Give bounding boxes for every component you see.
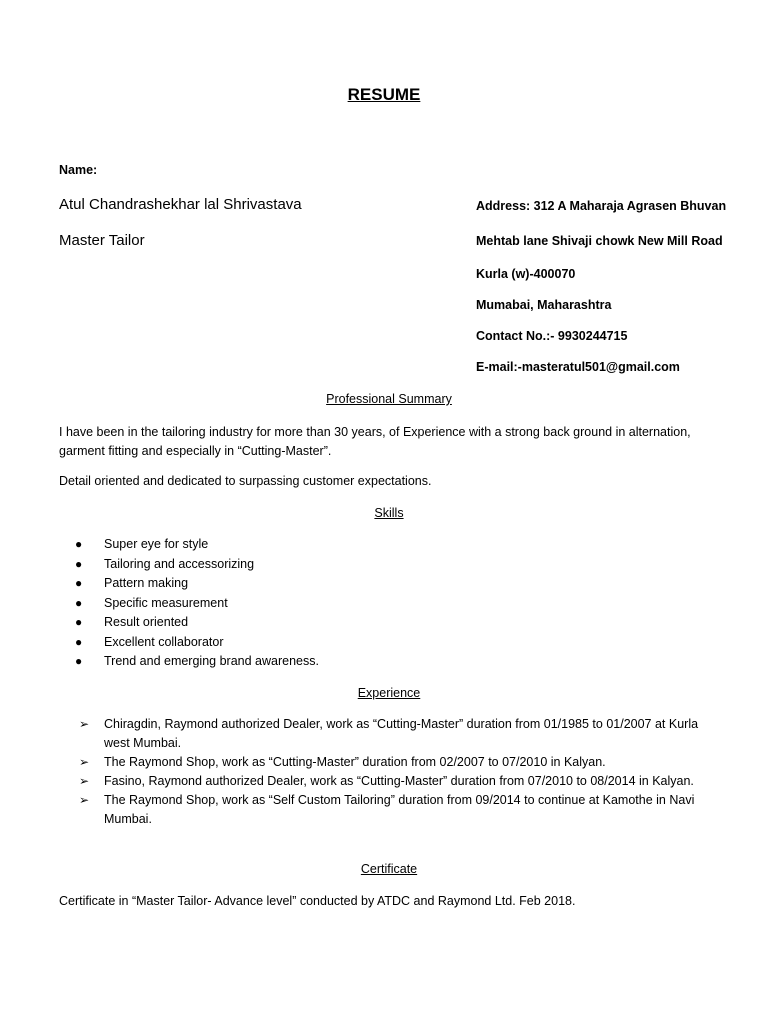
list-item: ➢ Chiragdin, Raymond authorized Dealer, work as “Cutting-Master” duration from 01/1985 to 01/2007 at Kurla west Mumbai. <box>79 717 699 750</box>
designation: Master Tailor <box>59 232 145 249</box>
arrow-bullet-icon: ➢ <box>79 793 90 807</box>
address-line-1: Address: 312 A Maharaja Agrasen Bhuvan <box>476 199 727 213</box>
list-item: ● Super eye for style <box>59 535 319 555</box>
professional-summary-heading: Professional Summary <box>326 392 452 406</box>
skills-heading: Skills <box>374 506 404 520</box>
bullet-icon: ● <box>75 654 83 668</box>
arrow-bullet-icon: ➢ <box>79 717 90 731</box>
summary-paragraph-1: I have been in the tailoring industry for more than 30 years, of Experience with a strong back ground in alternation, garment fitting and especially in “Cutting-Master”. <box>59 425 691 458</box>
contact-number: Contact No.:- 9930244715 <box>476 329 628 343</box>
bullet-icon: ● <box>75 634 83 649</box>
bullet-icon: ● <box>75 576 83 590</box>
full-name: Atul Chandrashekhar lal Shrivastava <box>59 196 302 213</box>
list-item: ● Excellent collaborator <box>59 633 319 653</box>
experience-heading: Experience <box>357 686 421 700</box>
name-label: Name: <box>59 163 98 177</box>
list-item: ● Pattern making <box>59 574 319 594</box>
address-line-4: Mumabai, Maharashtra <box>476 298 612 312</box>
address-line-2: Mehtab lane Shivaji chowk New Mill Road <box>476 234 723 248</box>
bullet-icon: ● <box>75 615 83 629</box>
list-item: ➢ Fasino, Raymond authorized Dealer, work as “Cutting-Master” duration from 07/2010 to 08/2014 in Kalyan. <box>59 772 709 791</box>
certificate-heading: Certificate <box>360 862 418 876</box>
list-item: ● Trend and emerging brand awareness. <box>59 652 319 672</box>
resume-title: RESUME <box>347 85 421 104</box>
bullet-icon: ● <box>75 537 83 551</box>
address-line-3: Kurla (w)-400070 <box>476 267 576 281</box>
experience-list <box>59 715 709 829</box>
email-address: E-mail:-masteratul501@gmail.com <box>476 360 680 374</box>
bullet-icon: ● <box>75 556 83 571</box>
arrow-bullet-icon: ➢ <box>79 774 90 788</box>
list-item: ● Specific measurement <box>59 594 319 614</box>
bullet-icon: ● <box>75 595 83 610</box>
skills-list <box>59 535 319 672</box>
arrow-bullet-icon: ➢ <box>79 755 90 769</box>
certificate-text: Certificate in “Master Tailor- Advance level” conducted by ATDC and Raymond Ltd. Feb 2018. <box>59 894 576 908</box>
list-item: ● Result oriented <box>59 613 319 633</box>
list-item: ➢ The Raymond Shop, work as “Self Custom Tailoring” duration from 09/2014 to continue at Kamothe in Navi Mumbai. <box>79 793 695 826</box>
list-item: ➢ The Raymond Shop, work as “Cutting-Master” duration from 02/2007 to 07/2010 in Kalyan. <box>59 753 709 772</box>
list-item: ● Tailoring and accessorizing <box>59 555 319 575</box>
summary-paragraph-2: Detail oriented and dedicated to surpassing customer expectations. <box>59 474 432 488</box>
